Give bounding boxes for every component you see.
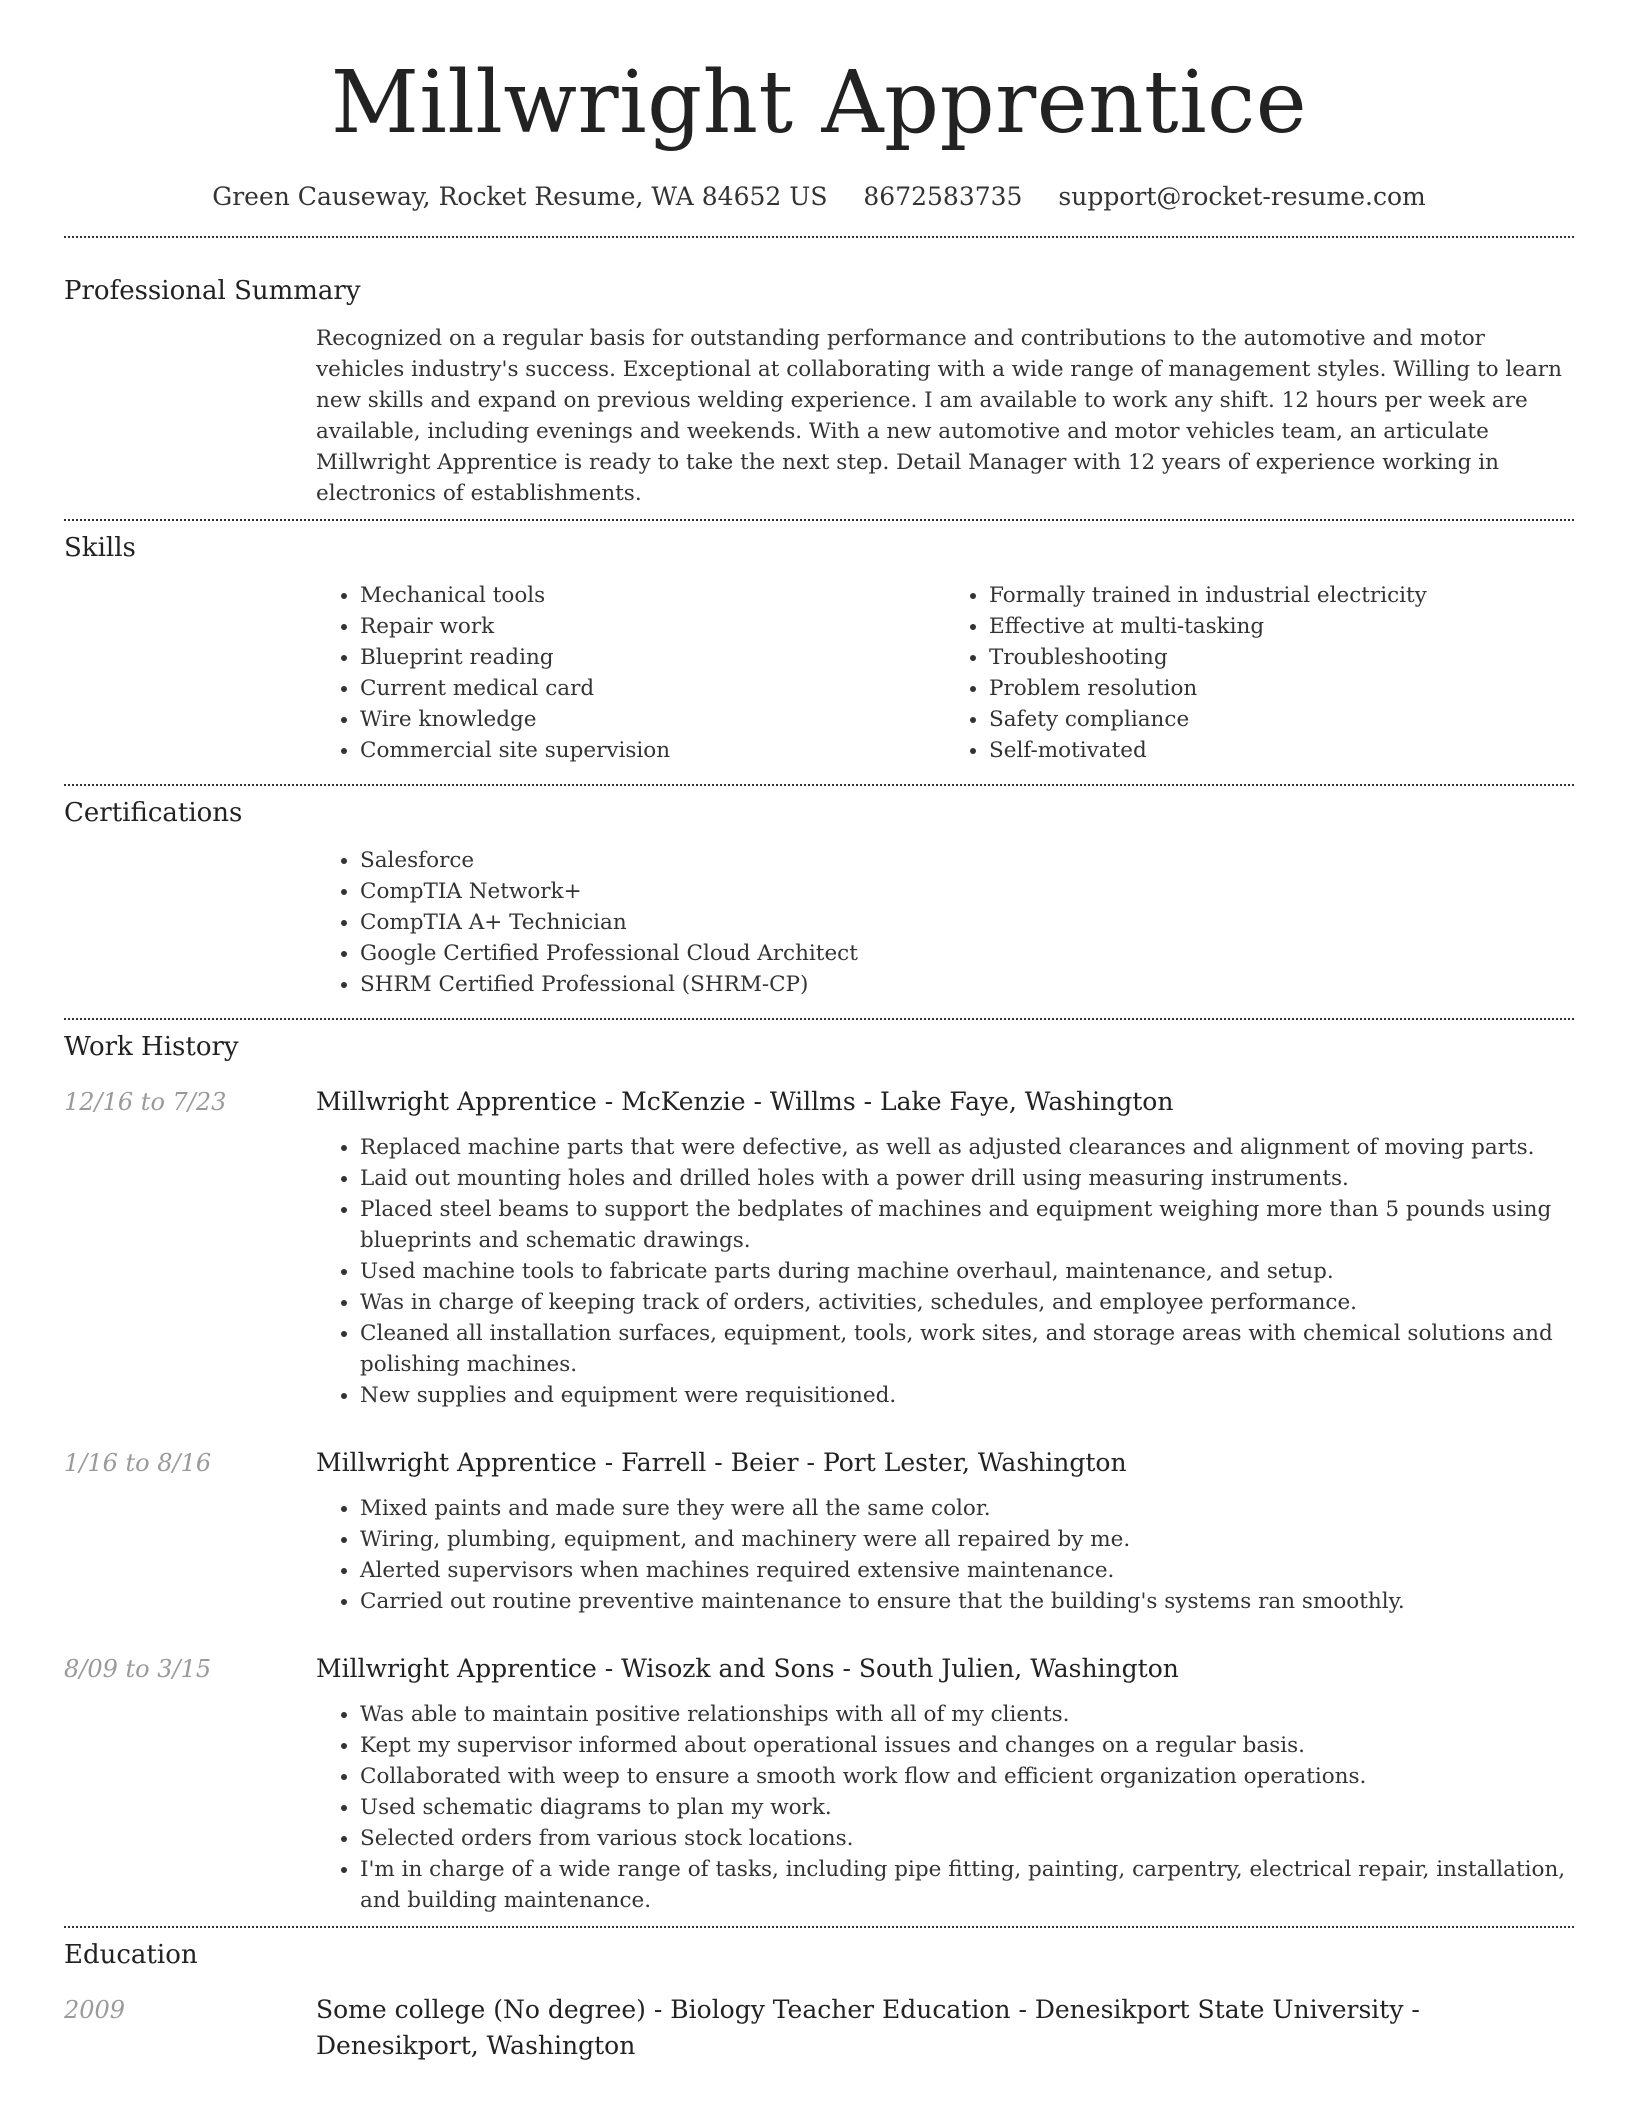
skill-item: • Current medical card (360, 673, 945, 704)
job-bullets (316, 1699, 1574, 1916)
summary-text: Recognized on a regular basis for outstanding performance and contributions to the automotive and motor vehicles industry's success. Exceptional at collaborating with a wide range of management styles. Willing to learn new skills and expand on previous welding experience. I am available to work any shift. 12 hours per week are available, including evenings and weekends. With a new automotive and motor vehicles team, an articulate Millwright Apprentice is ready to take the next step. Detail Manager with 12 years of experience working in electronics of establishments. (316, 326, 1562, 506)
section-title: Certifications (64, 798, 243, 828)
skill-item: • Blueprint reading (360, 642, 945, 673)
job-bullet: • New supplies and equipment were requisitioned. (360, 1380, 1574, 1411)
job-heading: Millwright Apprentice - McKenzie - Willms - Lake Faye, Washington (316, 1087, 1174, 1116)
job-bullet: • Selected orders from various stock locations. (360, 1823, 1574, 1854)
contact-line (64, 180, 1574, 214)
summary-section (64, 238, 1574, 509)
job-bullets (316, 1132, 1574, 1411)
job-bullet: • Carried out routine preventive maintenance to ensure that the building's systems ran smoothly. (360, 1586, 1574, 1617)
section-title: Professional Summary (64, 276, 361, 306)
job-bullet: • Was able to maintain positive relationships with all of my clients. (360, 1699, 1574, 1730)
job-bullet: • Cleaned all installation surfaces, equipment, tools, work sites, and storage areas with chemical solutions and polishing machines. (360, 1318, 1574, 1380)
job-date: 1/16 to 8/16 (64, 1449, 212, 1477)
certification-item: • Salesforce (360, 845, 1574, 876)
job-body (316, 1651, 1574, 1916)
certifications-content (316, 845, 1574, 1000)
education-heading: Some college (No degree) - Biology Teacher Education - Denesikport State University - Denesikport, Washington (316, 1995, 1420, 2060)
certification-item: • CompTIA A+ Technician (360, 907, 1574, 938)
certifications-list (316, 845, 1574, 1000)
skill-item: • Troubleshooting (989, 642, 1574, 673)
job-body (316, 1445, 1574, 1617)
job-bullet: • Placed steel beams to support the bedplates of machines and equipment weighing more than 5 pounds using blueprints and schematic drawings. (360, 1194, 1574, 1256)
job-bullets (316, 1493, 1574, 1617)
skill-item: • Safety compliance (989, 704, 1574, 735)
certifications-section (64, 786, 1574, 1000)
job-bullet: • Used schematic diagrams to plan my work. (360, 1792, 1574, 1823)
section-title: Education (64, 1940, 198, 1970)
skill-item: • Problem resolution (989, 673, 1574, 704)
section-title: Skills (64, 533, 136, 563)
certification-item: • Google Certified Professional Cloud Architect (360, 938, 1574, 969)
job-bullet: • Was in charge of keeping track of orders, activities, schedules, and employee performance. (360, 1287, 1574, 1318)
skills-grid (316, 580, 1574, 766)
job-entry (64, 1651, 1574, 1916)
job-bullet: • Replaced machine parts that were defective, as well as adjusted clearances and alignment of moving parts. (360, 1132, 1574, 1163)
certification-item: • SHRM Certified Professional (SHRM-CP) (360, 969, 1574, 1000)
job-bullet: • Used machine tools to fabricate parts during machine overhaul, maintenance, and setup. (360, 1256, 1574, 1287)
job-entry (64, 1445, 1574, 1617)
skill-item: • Effective at multi-tasking (989, 611, 1574, 642)
skill-item: • Mechanical tools (360, 580, 945, 611)
skill-item: • Formally trained in industrial electricity (989, 580, 1574, 611)
job-heading: Millwright Apprentice - Wisozk and Sons - South Julien, Washington (316, 1654, 1179, 1683)
section-title: Work History (64, 1032, 239, 1062)
job-date: 12/16 to 7/23 (64, 1088, 227, 1116)
skill-item: • Wire knowledge (360, 704, 945, 735)
job-bullet: • Laid out mounting holes and drilled holes with a power drill using measuring instruments. (360, 1163, 1574, 1194)
resume-page (64, 0, 1574, 2064)
certification-item: • CompTIA Network+ (360, 876, 1574, 907)
resume-name: Millwright Apprentice (330, 53, 1308, 153)
job-bullet: • Collaborated with weep to ensure a smooth work flow and efficient organization operations. (360, 1761, 1574, 1792)
job-heading: Millwright Apprentice - Farrell - Beier - Port Lester, Washington (316, 1448, 1127, 1477)
job-bullet: • Kept my supervisor informed about operational issues and changes on a regular basis. (360, 1730, 1574, 1761)
skills-section (64, 521, 1574, 766)
job-bullet: • Wiring, plumbing, equipment, and machinery were all repaired by me. (360, 1524, 1574, 1555)
education-date: 2009 (64, 1996, 126, 2024)
summary-content (316, 323, 1574, 509)
skills-list-right (945, 580, 1574, 766)
work-history-section (64, 1020, 1574, 1916)
education-body (316, 1992, 1574, 2064)
skill-item: • Repair work (360, 611, 945, 642)
job-date: 8/09 to 3/15 (64, 1655, 212, 1683)
job-bullet: • Alerted supervisors when machines required extensive maintenance. (360, 1555, 1574, 1586)
job-bullet: • I'm in charge of a wide range of tasks, including pipe fitting, painting, carpentry, electrical repair, installation, and building maintenance. (360, 1854, 1574, 1916)
contact-address: Green Causeway, Rocket Resume, WA 84652 US (212, 182, 828, 211)
job-entry (64, 1084, 1574, 1411)
skill-item: • Self-motivated (989, 735, 1574, 766)
education-entry (64, 1992, 1574, 2064)
job-body (316, 1084, 1574, 1411)
contact-phone: 8672583735 (863, 182, 1023, 211)
skills-list-left (316, 580, 945, 766)
education-section (64, 1928, 1574, 2064)
job-bullet: • Mixed paints and made sure they were all the same color. (360, 1493, 1574, 1524)
skill-item: • Commercial site supervision (360, 735, 945, 766)
contact-email: support@rocket-resume.com (1058, 182, 1426, 211)
